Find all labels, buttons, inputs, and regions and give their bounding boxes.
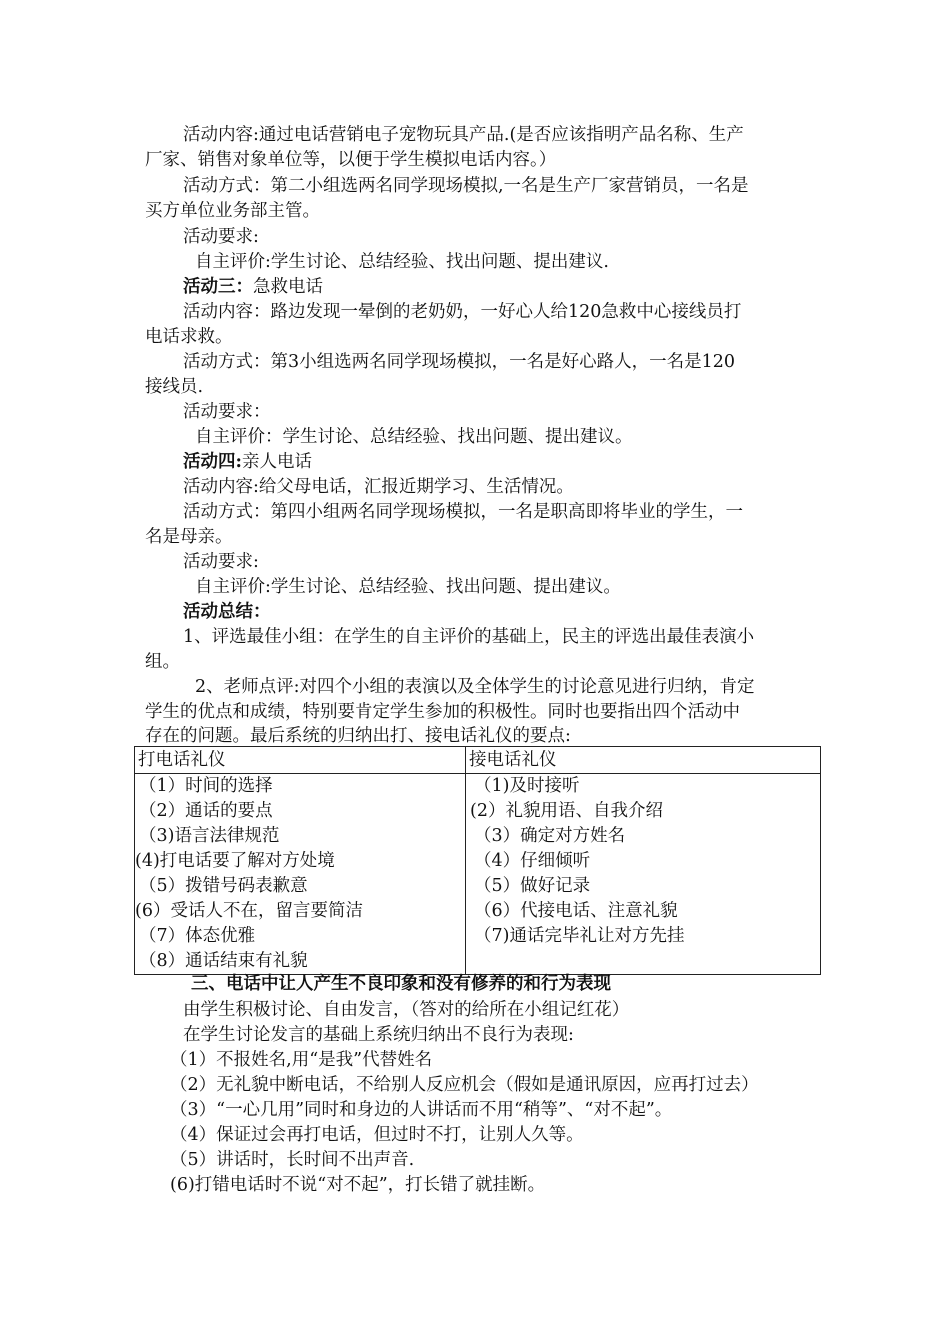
line-text: 活动内容：路边发现一晕倒的老奶奶，一好心人给120急救中心接线员打 <box>183 302 742 322</box>
list-item <box>466 949 820 974</box>
table-header-answering: 接电话礼仪 <box>466 747 821 774</box>
line-text: 名是母亲。 <box>145 527 233 547</box>
line-text: 亲人电话 <box>241 452 312 472</box>
line-text: 急救电话 <box>253 277 323 297</box>
paragraph-line <box>183 550 259 575</box>
line-text: 自主评价:学生讨论、总结经验、找出问题、提出建议. <box>195 252 609 272</box>
paragraph-line <box>183 174 749 199</box>
list-item: （1)及时接听 <box>474 776 580 796</box>
list-item: （3）确定对方姓名 <box>474 826 626 846</box>
paragraph-line <box>195 425 633 450</box>
list-item: （7）体态优雅 <box>139 926 256 946</box>
section-heading: 三、电话中让人产生不良印象和没有修养的和行为表现 <box>191 974 611 994</box>
line-text: 活动要求： <box>183 402 271 422</box>
table-header-calling: 打电话礼仪 <box>135 747 466 774</box>
paragraph-line <box>183 475 574 500</box>
list-item: （5）讲话时，长时间不出声音. <box>170 1150 415 1170</box>
line-text: 活动要求: <box>183 227 259 247</box>
paragraph-line <box>183 625 754 650</box>
list-item: （8）通话结束有礼貌 <box>139 951 308 971</box>
paragraph-line: 在学生讨论发言的基础上系统归纳出不良行为表现: <box>183 1025 574 1045</box>
paragraph-line <box>145 650 180 675</box>
line-text: 活动内容:给父母电话，汇报近期学习、生活情况。 <box>183 477 574 497</box>
line-text: 自主评价:学生讨论、总结经验、找出问题、提出建议。 <box>195 577 621 597</box>
list-item: （7)通话完毕礼让对方先挂 <box>474 926 685 946</box>
paragraph-line <box>195 575 621 600</box>
list-item: (4)打电话要了解对方处境 <box>135 851 335 871</box>
paragraph-line <box>183 225 259 250</box>
line-text: 2、老师点评:对四个小组的表演以及全体学生的讨论意见进行归纳，肯定 <box>195 677 755 697</box>
line-text: 活动要求: <box>183 552 259 572</box>
activity-label: 活动四: <box>183 452 242 472</box>
paragraph-line <box>145 148 556 173</box>
paragraph-line <box>183 400 271 425</box>
list-item: (6)打错电话时不说“对不起”，打长错了就挂断。 <box>170 1175 546 1195</box>
line-text: 厂家、销售对象单位等，以便于学生模拟电话内容。） <box>145 150 557 170</box>
list-item: （3)语言法律规范 <box>139 826 280 846</box>
list-item: （4）仔细倾听 <box>474 851 591 871</box>
paragraph-line <box>145 700 740 725</box>
list-item: (6）受话人不在，留言要简洁 <box>135 901 363 921</box>
line-text: 活动方式：第二小组选两名同学现场模拟,一名是生产厂家营销员，一名是 <box>183 176 749 196</box>
paragraph-line: 由学生积极讨论、自由发言，（答对的给所在小组记红花） <box>183 1000 630 1020</box>
paragraph-line <box>195 250 609 275</box>
table-header-row <box>135 747 821 774</box>
list-item: （4）保证过会再打电话，但过时不打，让别人久等。 <box>170 1125 584 1145</box>
line-text: 存在的问题。最后系统的归纳出打、接电话礼仪的要点: <box>145 726 571 746</box>
paragraph-line <box>183 350 735 375</box>
line-text: 学生的优点和成绩，特别要肯定学生参加的积极性。同时也要指出四个活动中 <box>145 702 740 722</box>
line-text: 活动内容:通过电话营销电子宠物玩具产品.(是否应该指明产品名称、生产 <box>183 125 744 145</box>
line-text: 活动方式：第四小组两名同学现场模拟，一名是职高即将毕业的学生，一 <box>183 502 743 522</box>
line-text: 买方单位业务部主管。 <box>145 201 320 221</box>
list-item: （2）通话的要点 <box>139 801 273 821</box>
list-item: （3）“一心几用”同时和身边的人讲话而不用“稍等”、“对不起”。 <box>170 1100 673 1120</box>
paragraph-line <box>145 325 233 350</box>
list-item: （6）代接电话、注意礼貌 <box>474 901 678 921</box>
paragraph-line <box>183 123 744 148</box>
list-item: (2）礼貌用语、自我介绍 <box>470 801 663 821</box>
list-item: （1）不报姓名,用“是我”代替姓名 <box>170 1050 433 1070</box>
line-text: 活动方式：第3小组选两名同学现场模拟，一名是好心路人，一名是120 <box>183 352 736 372</box>
calling-etiquette-cell <box>135 774 466 975</box>
answering-etiquette-cell <box>466 774 821 975</box>
list-item: （2）无礼貌中断电话，不给别人反应机会（假如是通讯原因，应再打过去） <box>170 1075 759 1095</box>
line-text: 1、评选最佳小组：在学生的自主评价的基础上，民主的评选出最佳表演小 <box>183 627 755 647</box>
activity-heading-line <box>183 275 323 300</box>
table-row <box>135 774 821 975</box>
activity-label: 活动三： <box>183 277 253 297</box>
list-item: （5）做好记录 <box>474 876 591 896</box>
paragraph-line <box>145 375 203 400</box>
list-item: （1）时间的选择 <box>139 776 273 796</box>
activity-heading-line <box>183 450 312 475</box>
line-text: 电话求救。 <box>145 327 233 347</box>
etiquette-table <box>134 746 821 975</box>
paragraph-line <box>145 199 320 224</box>
paragraph-line <box>145 525 233 550</box>
list-item: （5）拨错号码表歉意 <box>139 876 308 896</box>
activity-heading-line <box>183 600 271 625</box>
paragraph-line <box>183 300 741 325</box>
line-text: 自主评价：学生讨论、总结经验、找出问题、提出建议。 <box>195 427 633 447</box>
line-text: 接线员. <box>145 377 204 397</box>
line-text: 组。 <box>145 652 180 672</box>
activity-label: 活动总结： <box>183 602 271 622</box>
paragraph-line <box>183 500 743 525</box>
paragraph-line <box>195 675 755 700</box>
